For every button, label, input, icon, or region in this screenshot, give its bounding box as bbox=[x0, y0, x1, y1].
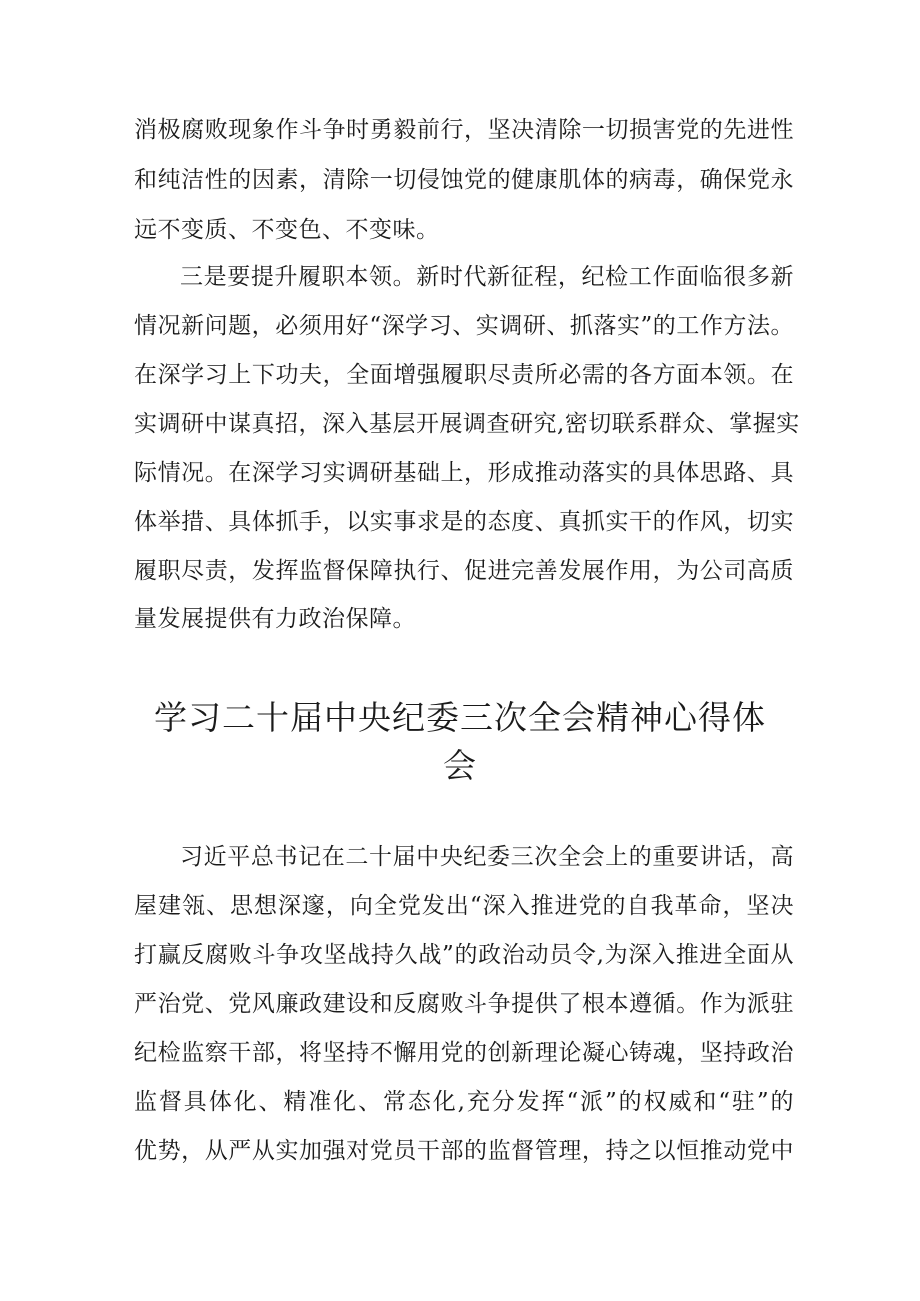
page-title-continuation: 会 bbox=[443, 746, 477, 785]
paragraph-line: 履职尽责，发挥监督保障执行、促进完善发展作用，为公司高质 bbox=[134, 558, 794, 584]
paragraph-line: 习近平总书记在二十届中央纪委三次全会上的重要讲话，高 bbox=[180, 844, 794, 870]
paragraph-line: 消极腐败现象作斗争时勇毅前行，坚决清除一切损害党的先进性 bbox=[134, 117, 794, 143]
paragraph-line: 体举措、具体抓手，以实事求是的态度、真抓实干的作风，切实 bbox=[134, 509, 794, 535]
paragraph-line: 实调研中谋真招，深入基层开展调查研究,密切联系群众、掌握实 bbox=[134, 411, 800, 437]
page-title: 学习二十届中央纪委三次全会精神心得体 bbox=[154, 698, 766, 737]
paragraph-line: 和纯洁性的因素，清除一切侵蚀党的健康肌体的病毒，确保党永 bbox=[134, 167, 794, 193]
paragraph-line: 远不变质、不变色、不变味。 bbox=[134, 217, 440, 243]
paragraph-line: 严治党、党风廉政建设和反腐败斗争提供了根本遵循。作为派驻 bbox=[134, 991, 794, 1017]
paragraph-line: 监督具体化、精准化、常态化,充分发挥“派”的权威和“驻”的 bbox=[134, 1089, 794, 1115]
paragraph-line: 纪检监察干部，将坚持不懈用党的创新理论凝心铸魂，坚持政治 bbox=[134, 1040, 794, 1066]
paragraph-line: 三是要提升履职本领。新时代新征程，纪检工作面临很多新 bbox=[180, 264, 794, 290]
paragraph-line: 量发展提供有力政治保障。 bbox=[134, 606, 416, 632]
paragraph-line: 际情况。在深学习实调研基础上，形成推动落实的具体思路、具 bbox=[134, 460, 794, 486]
paragraph-line: 情况新问题，必须用好“深学习、实调研、抓落实”的工作方法。 bbox=[134, 313, 794, 339]
paragraph-line: 屋建瓴、思想深邃，向全党发出“深入推进党的自我革命，坚决 bbox=[134, 893, 794, 919]
paragraph-line: 在深学习上下功夫，全面增强履职尽责所必需的各方面本领。在 bbox=[134, 362, 794, 388]
paragraph-line: 优势，从严从实加强对党员干部的监督管理，持之以恒推动党中 bbox=[134, 1138, 794, 1164]
paragraph-line: 打赢反腐败斗争攻坚战持久战”的政治动员令,为深入推进全面从 bbox=[134, 942, 794, 968]
